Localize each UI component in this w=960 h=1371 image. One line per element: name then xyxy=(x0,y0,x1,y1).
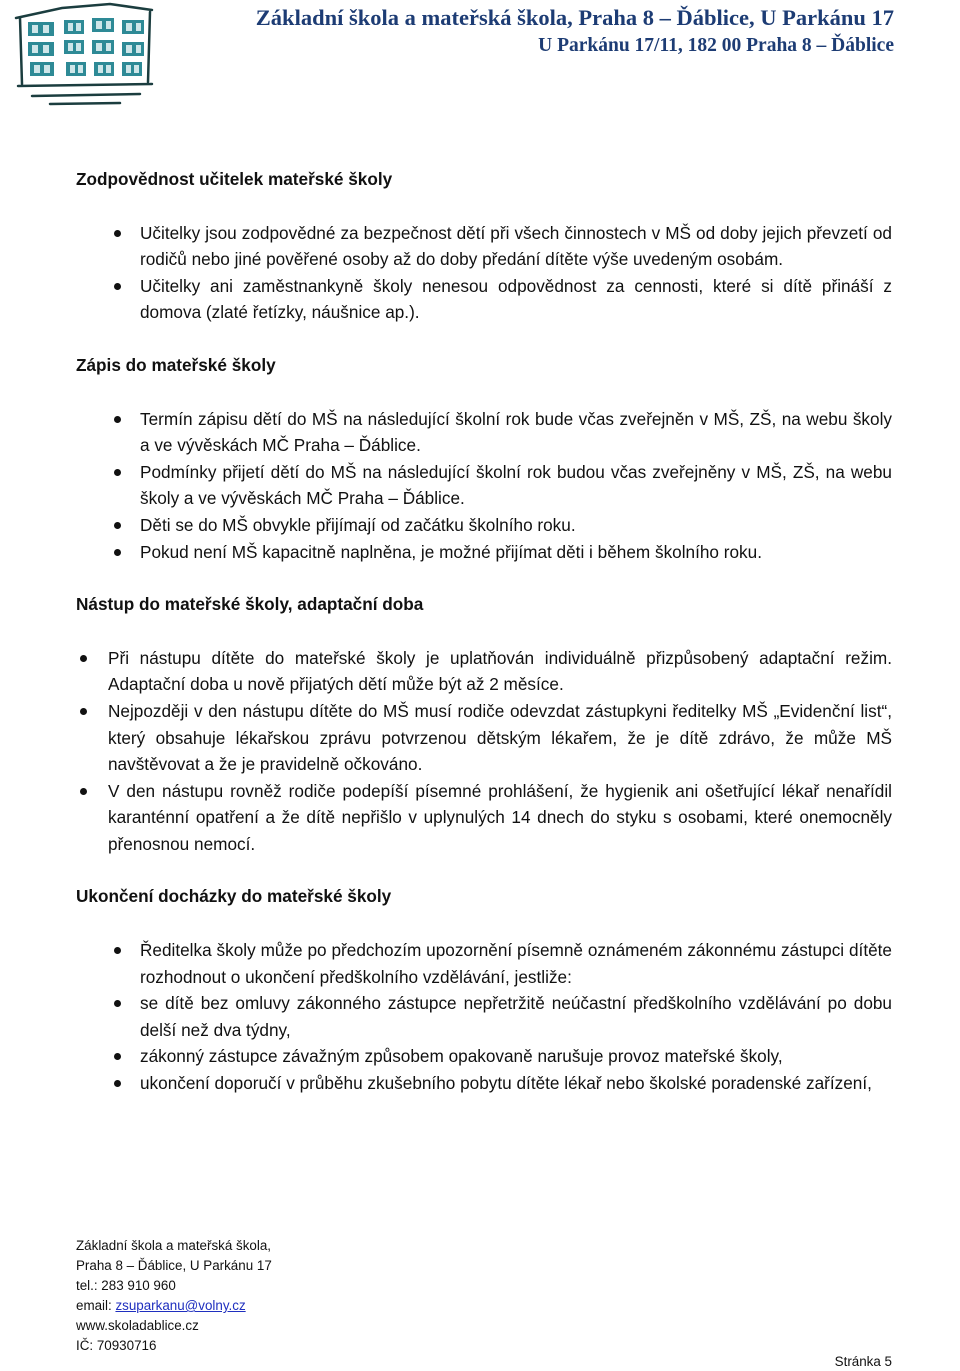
bullet-icon xyxy=(114,549,121,556)
bullet-list-teacher-responsibility xyxy=(76,220,892,326)
bullet-icon xyxy=(80,788,87,795)
list-item: Při nástupu dítěte do mateřské školy je uplatňován individuálně přizpůsobený adaptační režim. Adaptační doba u nově přijatých dětí může být až 2 měsíce. xyxy=(76,645,892,698)
school-building-icon xyxy=(10,0,160,108)
page-number: Stránka 5 xyxy=(834,1354,892,1369)
list-item: Učitelky ani zaměstnankyně školy nenesou odpovědnost za cennosti, které si dítě přináší z domova (zlaté řetízky, náušnice ap.). xyxy=(76,273,892,326)
list-item: se dítě bez omluvy zákonného zástupce nepřetržitě neúčastní předškolního vzdělávání po dobu delší než dva týdny, xyxy=(76,990,892,1043)
footer-phone: tel.: 283 910 960 xyxy=(76,1278,176,1293)
list-item: Učitelky jsou zodpovědné za bezpečnost dětí při všech činnostech v MŠ od doby jejich převzetí od rodičů nebo jiné pověřené osoby až do doby předání dítěte výše uvedeným osobám. xyxy=(76,220,892,273)
section-heading-attendance-termination: Ukončení docházky do mateřské školy xyxy=(76,886,392,907)
bullet-icon xyxy=(114,522,121,529)
school-logo xyxy=(10,0,160,108)
list-item: zákonný zástupce závažným způsobem opakovaně narušuje provoz mateřské školy, xyxy=(76,1043,892,1070)
document-body xyxy=(76,166,892,1097)
bullet-icon xyxy=(80,708,87,715)
bullet-icon xyxy=(114,947,121,954)
list-item: Pokud není MŠ kapacitně naplněna, je možné přijímat děti i během školního roku. xyxy=(76,539,892,566)
section-heading-admission-adaptation: Nástup do mateřské školy, adaptační doba xyxy=(76,594,424,615)
bullet-icon xyxy=(114,283,121,290)
list-item: Nejpozději v den nástupu dítěte do MŠ musí rodiče odevzdat zástupkyni ředitelky MŠ „Evidenční list“, který obsahuje lékařskou zprávu potvrzenou dětským lékařem, že je dítě zdrávo, že může MŠ navštěvovat a že je pravidelně očkováno. xyxy=(76,698,892,778)
list-item: V den nástupu rovněž rodiče podepíší písemné prohlášení, že hygienik ani ošetřující lékař nenařídil karanténní opatření a že dítě nepřišlo v uplynulých 14 dnech do styku s osobami, které onemocněly přenosnou nemocí. xyxy=(76,778,892,858)
footer-email-label: email: xyxy=(76,1298,116,1313)
list-item: Podmínky přijetí dětí do MŠ na následující školní rok budou včas zveřejněny v MŠ, ZŠ, na webu školy a ve vývěskách MČ Praha – Ďáblice. xyxy=(76,459,892,512)
footer-email-link[interactable]: zsuparkanu@volny.cz xyxy=(115,1298,246,1313)
footer-contact xyxy=(76,1236,272,1356)
bullet-icon xyxy=(114,1080,121,1087)
section-heading-enrollment: Zápis do mateřské školy xyxy=(76,354,276,375)
bullet-list-attendance-termination xyxy=(76,937,892,1097)
list-item: Ředitelka školy může po předchozím upozornění písemně oznámeném zákonnému zástupci dítěte rozhodnout o ukončení předškolního vzdělávání, jestliže: xyxy=(76,937,892,990)
footer-school-name: Základní škola a mateřská škola, xyxy=(76,1238,271,1253)
footer-website: www.skoladablice.cz xyxy=(76,1318,199,1333)
list-item: Děti se do MŠ obvykle přijímají od začátku školního roku. xyxy=(76,512,892,539)
bullet-icon xyxy=(114,1000,121,1007)
bullet-list-enrollment xyxy=(76,406,892,566)
bullet-icon xyxy=(114,416,121,423)
list-item: ukončení doporučí v průběhu zkušebního pobytu dítěte lékař nebo školské poradenské zařízení, xyxy=(76,1070,892,1097)
footer-email-line xyxy=(76,1296,272,1316)
section-heading-teacher-responsibility: Zodpovědnost učitelek mateřské školy xyxy=(76,169,393,189)
footer-company-id: IČ: 70930716 xyxy=(76,1338,157,1353)
bullet-icon xyxy=(114,230,121,237)
header-address: U Parkánu 17/11, 182 00 Praha 8 – Ďáblice xyxy=(538,35,894,56)
bullet-icon xyxy=(114,1053,121,1060)
bullet-icon xyxy=(80,655,87,662)
header-school-name: Základní škola a mateřská škola, Praha 8 – Ďáblice, U Parkánu 17 xyxy=(255,5,894,30)
bullet-list-admission-adaptation xyxy=(76,645,892,858)
footer-school-address: Praha 8 – Ďáblice, U Parkánu 17 xyxy=(76,1258,272,1273)
list-item: Termín zápisu dětí do MŠ na následující školní rok bude včas zveřejněn v MŠ, ZŠ, na webu školy a ve vývěskách MČ Praha – Ďáblice. xyxy=(76,406,892,459)
bullet-icon xyxy=(114,469,121,476)
